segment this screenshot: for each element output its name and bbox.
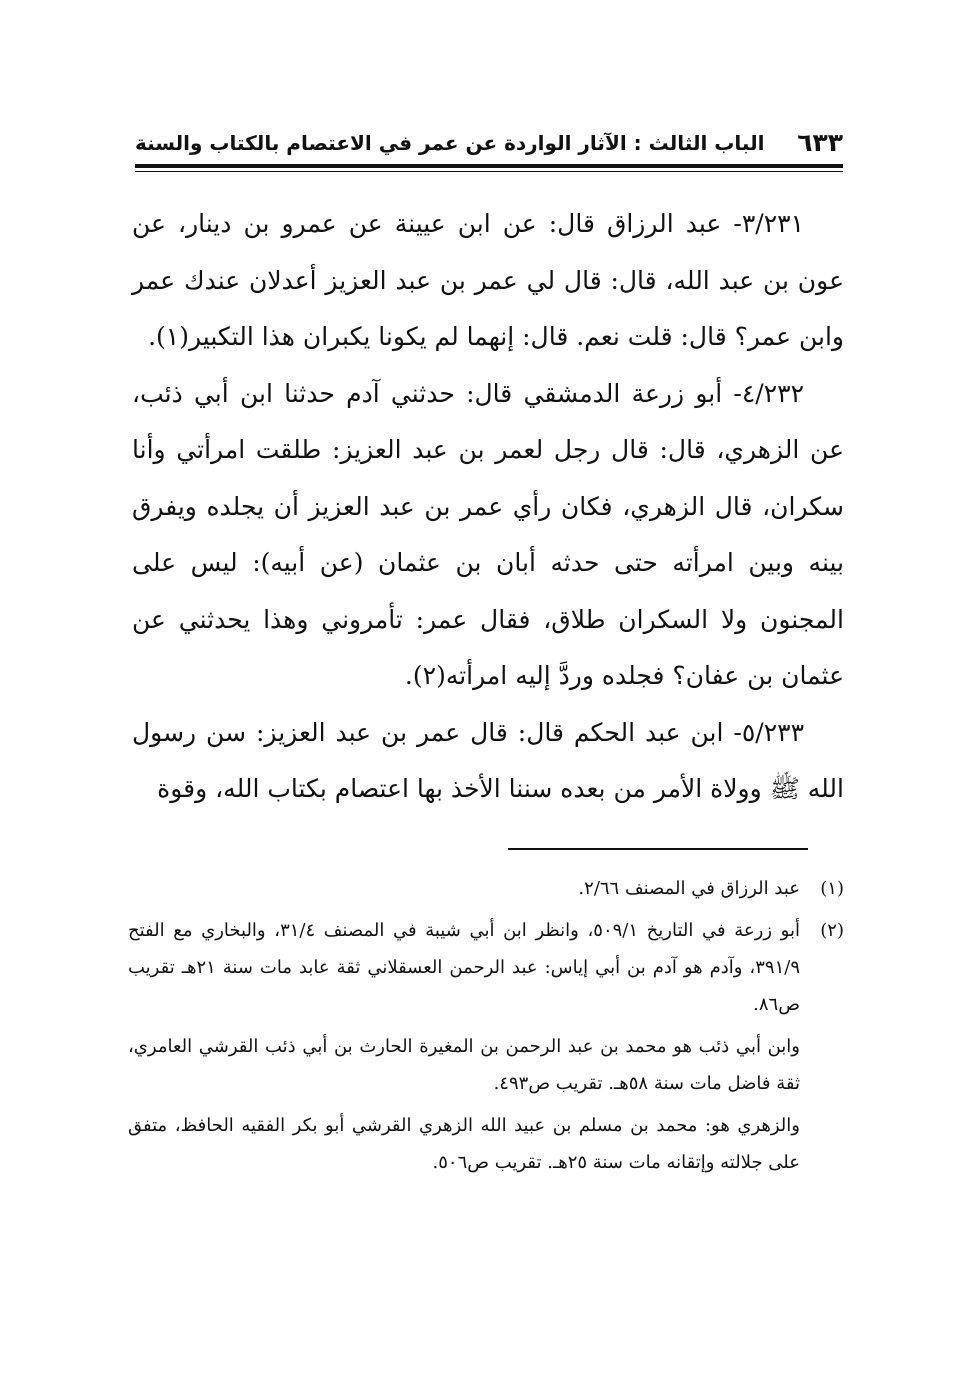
footnote-separator <box>508 848 808 850</box>
footnote-line: عبد الرزاق في المصنف ٢/٦٦. <box>578 878 800 899</box>
paragraph-232: ٤/٢٣٢- أبو زرعة الدمشقي قال: حدثني آدم حدثنا ابن أبي ذئب، عن الزهري، قال: قال رجل لعمر بن عبد العزيز: طلقت امرأتي وأنا سكران، قال الزهري، فكان رأي عمر بن عبد العزيز أن يجلده ويفرق بينه وبين امرأته حتى حدثه أبان بن عثمان (عن أبيه): ليس على المجنون ولا السكران طلاق، فقال عمر: تأمروني وهذا يحدثني عن عثمان بن عفان؟ فجلده وردَّ إليه امرأته(٢). <box>132 378 844 690</box>
footnote-marker: (٢) <box>820 920 844 941</box>
header-rule-thin <box>135 171 843 172</box>
footnotes <box>128 870 844 1186</box>
paragraph-233: ٥/٢٣٣- ابن عبد الحكم قال: قال عمر بن عبد العزيز: سن رسول الله ﷺ وولاة الأمر من بعده سننا الأخذ بها اعتصام بكتاب الله، وقوة <box>132 717 844 803</box>
paragraph-231: ٣/٢٣١- عبد الرزاق قال: عن ابن عيينة عن عمرو بن دينار، عن عون بن عبد الله، قال: قال لي عمر بن عبد العزيز أعدلان عندك عمر وابن عمر؟ قال: قلت نعم. قال: إنهما لم يكونا يكبران هذا التكبير(١). <box>132 209 844 351</box>
page-header <box>135 126 843 160</box>
footnote-body <box>128 870 800 907</box>
header-rule-thick <box>135 164 843 168</box>
footnote-body <box>128 912 800 1181</box>
footnote-2 <box>128 912 844 1181</box>
footnote-line: وابن أبي ذئب هو محمد بن عبد الرحمن بن المغيرة الحارث بن أبي ذئب القرشي العامري، ثقة فاضل مات سنة ٥٨هـ. تقريب ص٤٩٣. <box>128 1036 800 1094</box>
running-title: الباب الثالث : الآثار الواردة عن عمر في الاعتصام بالكتاب والسنة <box>135 131 765 155</box>
footnote-line: والزهري هو: محمد بن مسلم بن عبيد الله الزهري القرشي أبو بكر الفقيه الحافظ، متفق على جلالته وإتقانه مات سنة ٢٥هـ. تقريب ص٥٠٦. <box>128 1115 800 1173</box>
footnote-1 <box>128 870 844 907</box>
page-number: ٦٣٣ <box>797 128 843 157</box>
main-text <box>132 196 844 818</box>
footnote-line: أبو زرعة في التاريخ ٥٠٩/١، وانظر ابن أبي شيبة في المصنف ٣١/٤، والبخاري مع الفتح ٣٩١/٩، وآدم هو آدم بن أبي إياس: عبد الرحمن العسقلاني ثقة عابد مات سنة ٢١هـ تقريب ص٨٦. <box>128 920 800 1015</box>
footnote-marker: (١) <box>820 878 844 899</box>
